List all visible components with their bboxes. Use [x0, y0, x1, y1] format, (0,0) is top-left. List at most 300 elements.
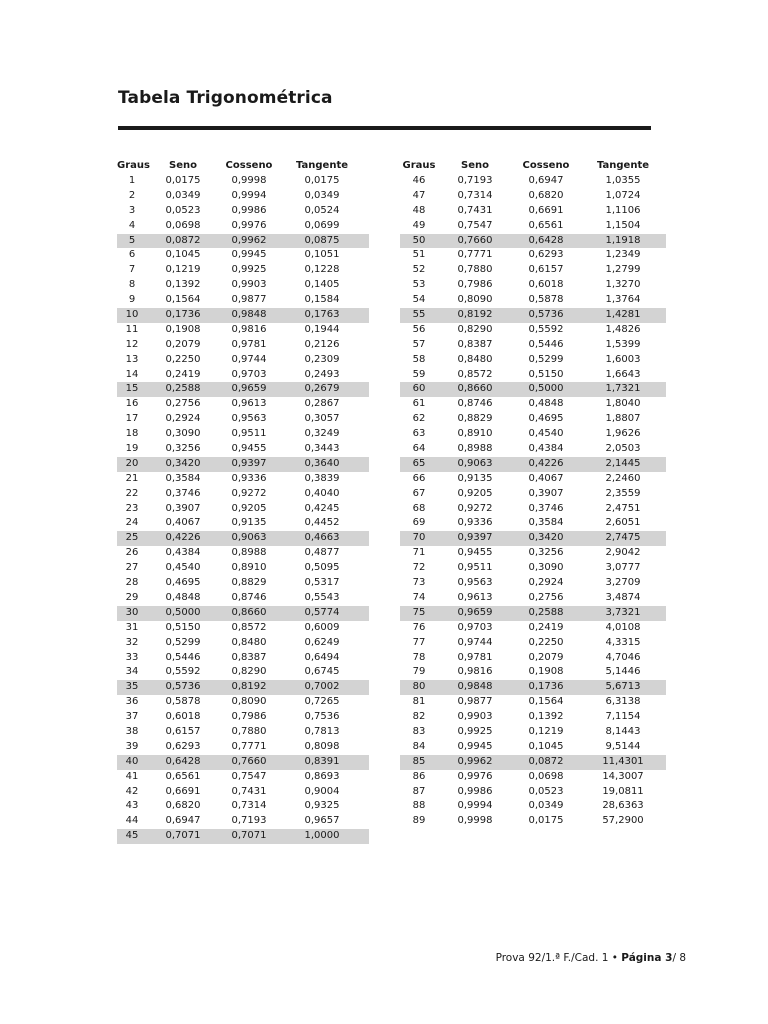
cell-graus: 82	[412, 711, 426, 723]
cell-cosseno: 0,9397	[231, 457, 267, 469]
cell-tangente: 1,2799	[605, 264, 641, 276]
cell-cosseno: 0,3420	[528, 532, 564, 544]
cell-cosseno: 0,8480	[231, 636, 267, 648]
cell-graus: 30	[125, 606, 139, 618]
cell-tangente: 5,1446	[605, 666, 641, 678]
cell-graus: 59	[412, 368, 426, 380]
cell-cosseno: 0,5000	[528, 383, 564, 395]
cell-seno: 0,9063	[457, 457, 493, 469]
cell-graus: 57	[412, 338, 426, 350]
cell-seno: 0,0698	[165, 219, 201, 231]
footer-page-label: Página 3	[621, 952, 673, 964]
cell-graus: 64	[412, 443, 426, 455]
cell-graus: 37	[125, 711, 139, 723]
cell-cosseno: 0,1392	[528, 711, 564, 723]
cell-tangente: 0,9004	[304, 785, 340, 797]
cell-seno: 0,5736	[165, 681, 201, 693]
cell-cosseno: 0,6947	[528, 175, 564, 186]
cell-tangente: 0,0699	[304, 219, 340, 231]
table-row	[117, 234, 369, 249]
cell-seno: 0,8192	[457, 309, 493, 321]
cell-graus: 86	[412, 770, 426, 782]
cell-tangente: 1,0355	[605, 175, 641, 186]
cell-tangente: 0,6745	[304, 666, 340, 678]
cell-graus: 31	[125, 621, 139, 633]
cell-graus: 74	[412, 591, 426, 603]
cell-cosseno: 0,9205	[231, 502, 267, 514]
cell-seno: 0,6947	[165, 815, 201, 827]
cell-tangente: 28,6363	[602, 800, 644, 812]
cell-cosseno: 0,9877	[231, 294, 267, 306]
cell-cosseno: 0,6018	[528, 279, 564, 291]
table-row	[117, 189, 369, 204]
cell-tangente: 0,4040	[304, 487, 340, 499]
cell-tangente: 0,4663	[304, 532, 340, 544]
table-row	[117, 308, 369, 323]
cell-graus: 85	[412, 755, 426, 767]
cell-seno: 0,4695	[165, 577, 201, 589]
table-row	[117, 323, 369, 338]
cell-graus: 41	[125, 770, 139, 782]
table-row	[117, 606, 369, 621]
cell-graus: 72	[412, 562, 426, 574]
cell-graus: 60	[412, 383, 426, 395]
cell-cosseno: 0,0698	[528, 770, 564, 782]
cell-cosseno: 0,4067	[528, 472, 564, 484]
cell-seno: 0,9703	[457, 621, 493, 633]
table-row	[117, 293, 369, 308]
table-row	[117, 382, 369, 397]
cell-cosseno: 0,4226	[528, 457, 564, 469]
cell-graus: 44	[125, 815, 139, 827]
table-row	[400, 204, 666, 219]
cell-cosseno: 0,9063	[231, 532, 267, 544]
cell-graus: 38	[125, 725, 139, 737]
table-row	[400, 740, 666, 755]
cell-graus: 88	[412, 800, 426, 812]
cell-tangente: 0,7813	[304, 725, 340, 737]
cell-seno: 0,8480	[457, 353, 493, 365]
cell-graus: 63	[412, 428, 426, 440]
cell-graus: 46	[412, 175, 426, 186]
cell-cosseno: 0,8387	[231, 651, 267, 663]
table-header	[400, 158, 666, 174]
table-row	[400, 725, 666, 740]
cell-tangente: 1,5399	[605, 338, 641, 350]
cell-seno: 0,9613	[457, 591, 493, 603]
header-cosseno: Cosseno	[225, 160, 273, 171]
cell-cosseno: 0,6820	[528, 189, 564, 201]
page-footer	[496, 952, 686, 964]
cell-cosseno: 0,1564	[528, 696, 564, 708]
cell-cosseno: 0,9455	[231, 443, 267, 455]
cell-graus: 35	[125, 681, 139, 693]
table-row	[117, 412, 369, 427]
cell-seno: 0,9998	[457, 815, 493, 827]
table-row	[400, 636, 666, 651]
table-row	[400, 427, 666, 442]
cell-graus: 54	[412, 294, 426, 306]
table-row	[117, 621, 369, 636]
cell-graus: 61	[412, 398, 426, 410]
cell-seno: 0,0523	[165, 204, 201, 216]
cell-tangente: 1,4281	[605, 309, 641, 321]
table-row	[117, 591, 369, 606]
cell-seno: 0,6561	[165, 770, 201, 782]
cell-graus: 27	[125, 562, 139, 574]
table-row	[400, 680, 666, 695]
cell-tangente: 3,2709	[605, 577, 641, 589]
cell-tangente: 1,1504	[605, 219, 641, 231]
cell-cosseno: 0,9962	[231, 234, 267, 246]
cell-tangente: 1,1918	[605, 234, 641, 246]
cell-graus: 77	[412, 636, 426, 648]
cell-tangente: 14,3007	[602, 770, 644, 782]
cell-tangente: 1,0724	[605, 189, 641, 201]
table-row	[400, 263, 666, 278]
cell-graus: 19	[125, 443, 139, 455]
cell-graus: 8	[128, 279, 136, 291]
cell-seno: 0,7314	[457, 189, 493, 201]
cell-seno: 0,9994	[457, 800, 493, 812]
cell-tangente: 0,1228	[304, 264, 340, 276]
cell-graus: 25	[125, 532, 139, 544]
table-row	[117, 695, 369, 710]
cell-cosseno: 0,3746	[528, 502, 564, 514]
cell-tangente: 6,3138	[605, 696, 641, 708]
cell-seno: 0,2588	[165, 383, 201, 395]
cell-cosseno: 0,8572	[231, 621, 267, 633]
cell-tangente: 0,0524	[304, 204, 340, 216]
cell-seno: 0,3907	[165, 502, 201, 514]
cell-cosseno: 0,9816	[231, 323, 267, 335]
cell-tangente: 1,2349	[605, 249, 641, 261]
table-row	[400, 472, 666, 487]
cell-tangente: 2,7475	[605, 532, 641, 544]
cell-seno: 0,9744	[457, 636, 493, 648]
table-row	[400, 442, 666, 457]
table-row	[117, 219, 369, 234]
cell-seno: 0,8746	[457, 398, 493, 410]
table-row	[117, 561, 369, 576]
table-row	[400, 606, 666, 621]
table-row	[400, 457, 666, 472]
cell-cosseno: 0,2419	[528, 621, 564, 633]
cell-tangente: 0,6249	[304, 636, 340, 648]
cell-graus: 5	[128, 234, 136, 246]
cell-graus: 75	[412, 606, 426, 618]
cell-cosseno: 0,9703	[231, 368, 267, 380]
table-row	[117, 814, 369, 829]
cell-tangente: 0,3249	[304, 428, 340, 440]
cell-cosseno: 0,4384	[528, 443, 564, 455]
table-row	[400, 785, 666, 800]
footer-suffix: / 8	[672, 952, 686, 964]
cell-seno: 0,8660	[457, 383, 493, 395]
table-row	[400, 323, 666, 338]
cell-graus: 48	[412, 204, 426, 216]
cell-graus: 65	[412, 457, 426, 469]
cell-cosseno: 0,5299	[528, 353, 564, 365]
table-row	[117, 516, 369, 531]
cell-cosseno: 0,8660	[231, 606, 267, 618]
cell-seno: 0,8988	[457, 443, 493, 455]
table-row	[117, 248, 369, 263]
cell-graus: 11	[125, 323, 139, 335]
table-row	[117, 546, 369, 561]
cell-seno: 0,9877	[457, 696, 493, 708]
table-row	[117, 755, 369, 770]
cell-graus: 68	[412, 502, 426, 514]
cell-tangente: 0,5774	[304, 606, 340, 618]
footer-prefix: Prova 92/1.ª F./Cad. 1 •	[495, 952, 622, 964]
cell-seno: 0,9962	[457, 755, 493, 767]
cell-cosseno: 0,2756	[528, 591, 564, 603]
cell-graus: 6	[128, 249, 136, 261]
cell-graus: 47	[412, 189, 426, 201]
cell-tangente: 0,1405	[304, 279, 340, 291]
cell-seno: 0,9205	[457, 487, 493, 499]
cell-cosseno: 0,4540	[528, 428, 564, 440]
table-row	[400, 621, 666, 636]
cell-cosseno: 0,8988	[231, 547, 267, 559]
trig-table-left	[117, 158, 369, 844]
cell-tangente: 1,0000	[304, 830, 340, 842]
cell-tangente: 0,2309	[304, 353, 340, 365]
cell-seno: 0,8910	[457, 428, 493, 440]
cell-seno: 0,5299	[165, 636, 201, 648]
cell-tangente: 5,6713	[605, 681, 641, 693]
cell-tangente: 0,3640	[304, 457, 340, 469]
cell-cosseno: 0,8192	[231, 681, 267, 693]
cell-cosseno: 0,8829	[231, 577, 267, 589]
cell-graus: 3	[128, 204, 136, 216]
cell-cosseno: 0,2079	[528, 651, 564, 663]
cell-graus: 80	[412, 681, 426, 693]
cell-graus: 73	[412, 577, 426, 589]
cell-tangente: 0,5095	[304, 562, 340, 574]
cell-cosseno: 0,2924	[528, 577, 564, 589]
table-row	[117, 204, 369, 219]
cell-graus: 29	[125, 591, 139, 603]
table-row	[117, 665, 369, 680]
cell-cosseno: 0,6428	[528, 234, 564, 246]
cell-cosseno: 0,5446	[528, 338, 564, 350]
cell-tangente: 1,3270	[605, 279, 641, 291]
cell-cosseno: 0,5150	[528, 368, 564, 380]
cell-graus: 67	[412, 487, 426, 499]
cell-cosseno: 0,9998	[231, 175, 267, 186]
table-row	[117, 531, 369, 546]
cell-seno: 0,9976	[457, 770, 493, 782]
table-row	[400, 397, 666, 412]
cell-tangente: 2,1445	[605, 457, 641, 469]
table-row	[117, 397, 369, 412]
cell-cosseno: 0,6691	[528, 204, 564, 216]
cell-tangente: 0,2493	[304, 368, 340, 380]
cell-seno: 0,7193	[457, 175, 493, 186]
cell-cosseno: 0,5736	[528, 309, 564, 321]
cell-seno: 0,8290	[457, 323, 493, 335]
cell-seno: 0,0175	[165, 175, 201, 186]
cell-seno: 0,9511	[457, 562, 493, 574]
cell-tangente: 2,6051	[605, 517, 641, 529]
cell-seno: 0,9816	[457, 666, 493, 678]
cell-tangente: 0,0349	[304, 189, 340, 201]
cell-cosseno: 0,9945	[231, 249, 267, 261]
cell-tangente: 0,4877	[304, 547, 340, 559]
cell-cosseno: 0,2588	[528, 606, 564, 618]
cell-tangente: 0,1763	[304, 309, 340, 321]
cell-tangente: 1,3764	[605, 294, 641, 306]
cell-seno: 0,5000	[165, 606, 201, 618]
table-row	[117, 353, 369, 368]
cell-tangente: 0,4452	[304, 517, 340, 529]
cell-seno: 0,9336	[457, 517, 493, 529]
table-row	[117, 457, 369, 472]
table-row	[400, 695, 666, 710]
table-row	[400, 755, 666, 770]
table-row	[117, 710, 369, 725]
cell-seno: 0,9781	[457, 651, 493, 663]
cell-seno: 0,9903	[457, 711, 493, 723]
header-tangente: Tangente	[295, 160, 349, 171]
cell-tangente: 0,7265	[304, 696, 340, 708]
cell-tangente: 4,7046	[605, 651, 641, 663]
cell-seno: 0,7660	[457, 234, 493, 246]
cell-seno: 0,6691	[165, 785, 201, 797]
table-row	[117, 799, 369, 814]
cell-tangente: 0,5317	[304, 577, 340, 589]
cell-seno: 0,3746	[165, 487, 201, 499]
table-row	[400, 382, 666, 397]
cell-seno: 0,8829	[457, 413, 493, 425]
header-seno: Seno	[169, 160, 197, 171]
table-row	[400, 368, 666, 383]
cell-tangente: 11,4301	[602, 755, 644, 767]
table-row	[400, 412, 666, 427]
cell-graus: 10	[125, 309, 139, 321]
cell-cosseno: 0,7660	[231, 755, 267, 767]
cell-cosseno: 0,9976	[231, 219, 267, 231]
cell-graus: 62	[412, 413, 426, 425]
cell-tangente: 1,7321	[605, 383, 641, 395]
cell-cosseno: 0,9272	[231, 487, 267, 499]
cell-graus: 28	[125, 577, 139, 589]
cell-cosseno: 0,0349	[528, 800, 564, 812]
table-row	[117, 502, 369, 517]
cell-tangente: 3,7321	[605, 606, 641, 618]
cell-seno: 0,3090	[165, 428, 201, 440]
header-tangente: Tangente	[596, 160, 650, 171]
cell-tangente: 57,2900	[602, 815, 644, 827]
cell-tangente: 2,4751	[605, 502, 641, 514]
cell-seno: 0,9563	[457, 577, 493, 589]
cell-tangente: 8,1443	[605, 725, 641, 737]
cell-seno: 0,2756	[165, 398, 201, 410]
cell-tangente: 0,8098	[304, 740, 340, 752]
cell-cosseno: 0,9744	[231, 353, 267, 365]
cell-seno: 0,6820	[165, 800, 201, 812]
cell-graus: 12	[125, 338, 139, 350]
table-row	[117, 487, 369, 502]
cell-graus: 45	[125, 830, 139, 842]
cell-tangente: 4,3315	[605, 636, 641, 648]
cell-seno: 0,9848	[457, 681, 493, 693]
cell-graus: 71	[412, 547, 426, 559]
cell-tangente: 1,4826	[605, 323, 641, 335]
cell-graus: 15	[125, 383, 139, 395]
cell-cosseno: 0,1908	[528, 666, 564, 678]
table-row	[117, 829, 369, 844]
cell-graus: 79	[412, 666, 426, 678]
cell-tangente: 0,2126	[304, 338, 340, 350]
cell-cosseno: 0,9903	[231, 279, 267, 291]
cell-graus: 58	[412, 353, 426, 365]
cell-seno: 0,4540	[165, 562, 201, 574]
cell-tangente: 1,9626	[605, 428, 641, 440]
cell-cosseno: 0,7880	[231, 725, 267, 737]
cell-graus: 33	[125, 651, 139, 663]
cell-tangente: 0,2679	[304, 383, 340, 395]
cell-graus: 76	[412, 621, 426, 633]
cell-cosseno: 0,7314	[231, 800, 267, 812]
cell-tangente: 0,6009	[304, 621, 340, 633]
table-row	[400, 770, 666, 785]
cell-cosseno: 0,6293	[528, 249, 564, 261]
page-title: Tabela Trigonométrica	[118, 88, 333, 108]
cell-tangente: 0,8391	[304, 755, 340, 767]
cell-seno: 0,6293	[165, 740, 201, 752]
table-row	[400, 338, 666, 353]
table-row	[117, 174, 369, 189]
cell-graus: 89	[412, 815, 426, 827]
cell-seno: 0,1219	[165, 264, 201, 276]
cell-graus: 42	[125, 785, 139, 797]
table-row	[400, 308, 666, 323]
table-row	[117, 725, 369, 740]
cell-graus: 16	[125, 398, 139, 410]
table-row	[400, 234, 666, 249]
cell-tangente: 7,1154	[605, 711, 641, 723]
cell-cosseno: 0,7547	[231, 770, 267, 782]
cell-graus: 20	[125, 457, 139, 469]
cell-seno: 0,9925	[457, 725, 493, 737]
table-header	[117, 158, 369, 174]
cell-cosseno: 0,6157	[528, 264, 564, 276]
cell-seno: 0,4848	[165, 591, 201, 603]
cell-cosseno: 0,9659	[231, 383, 267, 395]
cell-seno: 0,6018	[165, 711, 201, 723]
cell-cosseno: 0,9781	[231, 338, 267, 350]
cell-graus: 23	[125, 502, 139, 514]
table-row	[400, 561, 666, 576]
cell-graus: 69	[412, 517, 426, 529]
cell-seno: 0,9397	[457, 532, 493, 544]
cell-graus: 78	[412, 651, 426, 663]
cell-tangente: 19,0811	[602, 785, 644, 797]
cell-graus: 66	[412, 472, 426, 484]
cell-seno: 0,1564	[165, 294, 201, 306]
table-row	[400, 665, 666, 680]
cell-graus: 81	[412, 696, 426, 708]
table-row	[400, 651, 666, 666]
title-rule	[118, 126, 651, 130]
cell-tangente: 9,5144	[605, 740, 641, 752]
cell-seno: 0,0872	[165, 234, 201, 246]
cell-tangente: 0,1584	[304, 294, 340, 306]
cell-graus: 51	[412, 249, 426, 261]
